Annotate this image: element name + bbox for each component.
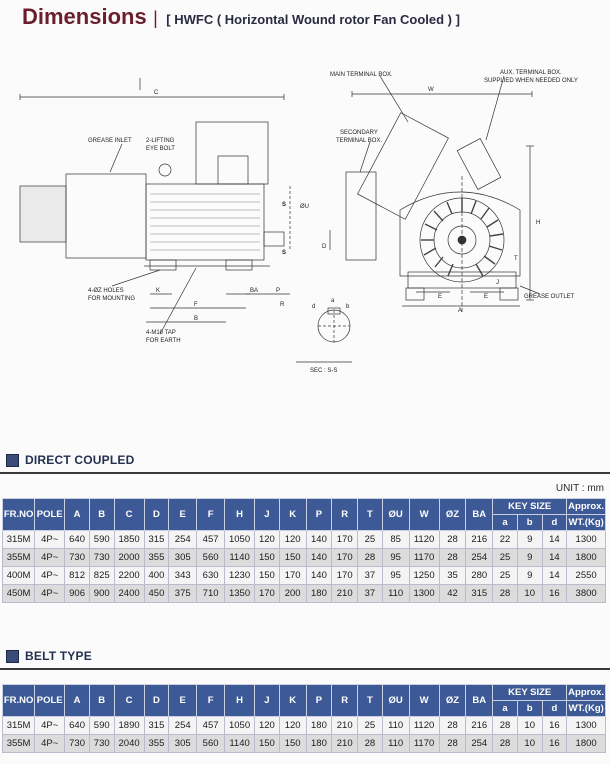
fan-cover [66, 174, 146, 258]
table-cell: 14 [542, 549, 567, 567]
table-cell: 630 [197, 567, 225, 585]
table-cell: 25 [358, 531, 383, 549]
column-header: T [358, 685, 383, 717]
weight-header: WT.(Kg) [567, 701, 606, 717]
table-cell: 730 [89, 735, 114, 753]
table-cell: 1050 [225, 717, 255, 735]
column-header: K [279, 685, 306, 717]
column-header: F [197, 685, 225, 717]
table-cell: 150 [255, 549, 280, 567]
table-cell: 305 [169, 549, 197, 567]
table-cell: 315 [466, 585, 493, 603]
table-cell: 254 [466, 735, 493, 753]
table-cell: 150 [255, 735, 280, 753]
table-cell: 254 [169, 717, 197, 735]
label-phi-u: ØU [300, 204, 309, 210]
table-cell: 900 [89, 585, 114, 603]
section-divider [0, 472, 610, 474]
table-cell: 150 [279, 549, 306, 567]
column-header: D [144, 499, 169, 531]
table-row [3, 735, 606, 753]
table-cell: 2000 [114, 549, 144, 567]
belt-type-title: BELT TYPE [25, 649, 92, 663]
table-cell: 1120 [409, 717, 439, 735]
table-cell: 170 [255, 585, 280, 603]
main-terminal-box-front [358, 113, 449, 220]
table-cell: 1120 [409, 531, 439, 549]
table-cell: 400 [144, 567, 169, 585]
column-header: R [332, 499, 358, 531]
table-cell: 28 [439, 735, 466, 753]
table-cell: 457 [197, 531, 225, 549]
column-header: C [114, 685, 144, 717]
table-cell: 730 [89, 549, 114, 567]
key-size-subheader: b [517, 701, 542, 717]
table-cell: 170 [279, 567, 306, 585]
title-separator: | [153, 8, 158, 28]
table-cell: 450 [144, 585, 169, 603]
table-cell: 812 [65, 567, 90, 585]
label-s-top: S [282, 202, 287, 208]
approx-header: Approx. [567, 685, 606, 701]
table-cell: 25 [358, 717, 383, 735]
table-cell: 315M [3, 531, 35, 549]
table-cell: 10 [517, 585, 542, 603]
label-t: T [514, 256, 518, 262]
belt-type-table [2, 684, 606, 753]
table-cell: 280 [466, 567, 493, 585]
table-cell: 4P~ [35, 735, 65, 753]
key-size-subheader: b [517, 515, 542, 531]
table-cell: 16 [542, 585, 567, 603]
column-header: A [65, 499, 90, 531]
column-header: BA [466, 685, 493, 717]
table-cell: 28 [493, 585, 518, 603]
label-z-holes-1: 4-ØZ HOLES [88, 288, 124, 294]
table-cell: 1230 [225, 567, 255, 585]
table-cell: 120 [255, 717, 280, 735]
label-d: D [322, 244, 327, 250]
table-cell: 9 [517, 531, 542, 549]
label-sec-d: d [312, 304, 316, 310]
table-cell: 37 [358, 567, 383, 585]
table-cell: 2550 [567, 567, 606, 585]
table-cell: 315 [144, 531, 169, 549]
column-header: W [409, 499, 439, 531]
weight-header: WT.(Kg) [567, 515, 606, 531]
table-cell: 375 [169, 585, 197, 603]
column-header: ØZ [439, 499, 466, 531]
table-cell: 28 [439, 717, 466, 735]
table-cell: 1050 [225, 531, 255, 549]
table-row [3, 717, 606, 735]
label-b: B [194, 316, 199, 322]
table-row [3, 585, 606, 603]
column-header: POLE [35, 499, 65, 531]
column-header: E [169, 499, 197, 531]
table-cell: 180 [306, 717, 332, 735]
table-cell: 180 [306, 735, 332, 753]
table-cell: 1800 [567, 735, 606, 753]
table-cell: 140 [306, 549, 332, 567]
main-terminal-box-side [196, 122, 268, 184]
section-square-icon [6, 454, 19, 467]
column-header: D [144, 685, 169, 717]
shaft-housing-left [20, 186, 66, 242]
table-cell: 1140 [225, 549, 255, 567]
column-header: K [279, 499, 306, 531]
table-cell: 640 [65, 717, 90, 735]
direct-coupled-heading [6, 451, 134, 469]
table-cell: 150 [279, 735, 306, 753]
approx-header: Approx. [567, 499, 606, 515]
table-cell: 35 [439, 567, 466, 585]
table-cell: 28 [439, 549, 466, 567]
label-terminal-box: TERMINAL BOX. [336, 138, 383, 144]
column-header: R [332, 685, 358, 717]
column-header: POLE [35, 685, 65, 717]
table-cell: 9 [517, 567, 542, 585]
label-p: P [276, 288, 281, 294]
table-cell: 140 [306, 567, 332, 585]
section-square-icon [6, 650, 19, 663]
column-header: P [306, 499, 332, 531]
table-cell: 110 [382, 585, 409, 603]
label-k-left: K [156, 288, 161, 294]
label-j: J [496, 280, 499, 286]
table-cell: 42 [439, 585, 466, 603]
label-aux-terminal: AUX. TERMINAL BOX. [500, 70, 562, 76]
table-cell: 315M [3, 717, 35, 735]
table-cell: 140 [306, 531, 332, 549]
table-cell: 28 [358, 735, 383, 753]
label-w: W [428, 87, 434, 93]
table-cell: 355 [144, 549, 169, 567]
table-cell: 560 [197, 735, 225, 753]
table-cell: 4P~ [35, 717, 65, 735]
label-grease-inlet: GREASE INLET [88, 138, 132, 144]
column-header: FR.NO [3, 499, 35, 531]
dimension-drawing [0, 36, 610, 436]
table-cell: 730 [65, 549, 90, 567]
table-cell: 305 [169, 735, 197, 753]
key-size-header: KEY SIZE [493, 685, 567, 701]
label-h: H [536, 220, 541, 226]
title-text: Dimensions [22, 4, 147, 29]
key-size-subheader: d [542, 701, 567, 717]
table-cell: 710 [197, 585, 225, 603]
table-cell: 25 [493, 567, 518, 585]
unit-label: UNIT : mm [555, 483, 604, 494]
table-cell: 110 [382, 717, 409, 735]
table-cell: 37 [358, 585, 383, 603]
table-cell: 10 [517, 717, 542, 735]
table-cell: 315 [144, 717, 169, 735]
label-tap-2: FOR EARTH [146, 338, 181, 344]
table-cell: 170 [332, 549, 358, 567]
key-size-subheader: a [493, 515, 518, 531]
label-z-holes-2: FOR MOUNTING [88, 296, 135, 302]
table-row [3, 567, 606, 585]
table-cell: 25 [493, 549, 518, 567]
direct-coupled-table [2, 498, 606, 603]
column-header: H [225, 685, 255, 717]
table-row [3, 531, 606, 549]
label-e-right: E [484, 294, 489, 300]
table-cell: 355M [3, 735, 35, 753]
table-cell: 560 [197, 549, 225, 567]
table-cell: 22 [493, 531, 518, 549]
label-eye-bolt: EYE BOLT [146, 146, 175, 152]
belt-type-heading [6, 647, 92, 665]
column-header: FR.NO [3, 685, 35, 717]
table-cell: 1350 [225, 585, 255, 603]
table-cell: 9 [517, 549, 542, 567]
table-cell: 120 [279, 717, 306, 735]
key-size-subheader: a [493, 701, 518, 717]
table-cell: 4P~ [35, 585, 65, 603]
table-cell: 1250 [409, 567, 439, 585]
aux-terminal-box [457, 138, 501, 189]
table-cell: 590 [89, 717, 114, 735]
label-supplied: SUPPLIED WHEN NEEDED ONLY [484, 78, 578, 84]
table-cell: 457 [197, 717, 225, 735]
table-cell: 120 [255, 531, 280, 549]
label-a: A [458, 308, 463, 314]
title-subtitle: [ HWFC ( Horizontal Wound rotor Fan Cooled ) ] [166, 12, 460, 27]
table-cell: 95 [382, 567, 409, 585]
label-e-left: E [438, 294, 443, 300]
table-cell: 110 [382, 735, 409, 753]
table-cell: 28 [493, 735, 518, 753]
label-tap-1: 4-M10 TAP [146, 330, 176, 336]
table-cell: 1300 [567, 717, 606, 735]
table-cell: 16 [542, 717, 567, 735]
direct-coupled-title: DIRECT COUPLED [25, 453, 135, 467]
table-cell: 216 [466, 717, 493, 735]
table-cell: 1300 [567, 531, 606, 549]
table-cell: 2200 [114, 567, 144, 585]
table-cell: 640 [65, 531, 90, 549]
table-cell: 14 [542, 531, 567, 549]
table-cell: 216 [466, 531, 493, 549]
column-header: P [306, 685, 332, 717]
table-cell: 10 [517, 735, 542, 753]
table-cell: 825 [89, 567, 114, 585]
table-cell: 254 [466, 549, 493, 567]
label-grease-outlet: GREASE OUTLET [524, 294, 575, 300]
table-cell: 1850 [114, 531, 144, 549]
table-cell: 4P~ [35, 567, 65, 585]
label-ba: BA [250, 288, 259, 294]
label-secondary: SECONDARY [340, 130, 378, 136]
shaft-side [264, 232, 284, 246]
column-header: ØZ [439, 685, 466, 717]
eye-bolt [159, 164, 171, 176]
table-cell: 400M [3, 567, 35, 585]
table-cell: 730 [65, 735, 90, 753]
table-cell: 1140 [225, 735, 255, 753]
table-cell: 590 [89, 531, 114, 549]
label-sec-b: b [346, 304, 350, 310]
column-header: BA [466, 499, 493, 531]
column-header: J [255, 685, 280, 717]
table-cell: 170 [332, 531, 358, 549]
column-header: ØU [382, 685, 409, 717]
table-cell: 200 [279, 585, 306, 603]
table-cell: 355M [3, 549, 35, 567]
table-cell: 2040 [114, 735, 144, 753]
table-cell: 85 [382, 531, 409, 549]
table-cell: 343 [169, 567, 197, 585]
table-row [3, 549, 606, 567]
column-header: H [225, 499, 255, 531]
table-cell: 28 [358, 549, 383, 567]
column-header: B [89, 685, 114, 717]
column-header: E [169, 685, 197, 717]
label-c: C [154, 90, 159, 96]
table-cell: 210 [332, 585, 358, 603]
table-cell: 210 [332, 717, 358, 735]
label-s-bottom: S [282, 250, 287, 256]
column-header: ØU [382, 499, 409, 531]
label-r: R [280, 302, 285, 308]
table-cell: 2400 [114, 585, 144, 603]
label-sec-a: a [331, 298, 335, 304]
key-size-subheader: d [542, 515, 567, 531]
secondary-terminal-box [346, 172, 376, 260]
label-f: F [194, 302, 198, 308]
table-cell: 28 [439, 531, 466, 549]
label-main-terminal: MAIN TERMINAL BOX. [330, 72, 393, 78]
table-cell: 1300 [409, 585, 439, 603]
table-cell: 170 [332, 567, 358, 585]
page-title [22, 4, 460, 32]
column-header: T [358, 499, 383, 531]
table-cell: 4P~ [35, 549, 65, 567]
label-sec-ss: SEC : S-S [310, 368, 338, 374]
table-cell: 1170 [409, 549, 439, 567]
table-cell: 906 [65, 585, 90, 603]
table-cell: 16 [542, 735, 567, 753]
table-cell: 28 [493, 717, 518, 735]
table-cell: 180 [306, 585, 332, 603]
table-cell: 450M [3, 585, 35, 603]
table-cell: 210 [332, 735, 358, 753]
key-size-header: KEY SIZE [493, 499, 567, 515]
table-cell: 3800 [567, 585, 606, 603]
column-header: B [89, 499, 114, 531]
column-header: J [255, 499, 280, 531]
table-cell: 14 [542, 567, 567, 585]
label-lifting: 2-LIFTING [146, 138, 175, 144]
table-cell: 95 [382, 549, 409, 567]
table-cell: 150 [255, 567, 280, 585]
table-cell: 4P~ [35, 531, 65, 549]
column-header: A [65, 685, 90, 717]
table-cell: 120 [279, 531, 306, 549]
column-header: F [197, 499, 225, 531]
table-cell: 355 [144, 735, 169, 753]
column-header: C [114, 499, 144, 531]
table-cell: 254 [169, 531, 197, 549]
section-divider [0, 668, 610, 670]
table-cell: 1170 [409, 735, 439, 753]
column-header: W [409, 685, 439, 717]
table-cell: 1890 [114, 717, 144, 735]
table-cell: 1800 [567, 549, 606, 567]
motor-frame [146, 184, 264, 260]
